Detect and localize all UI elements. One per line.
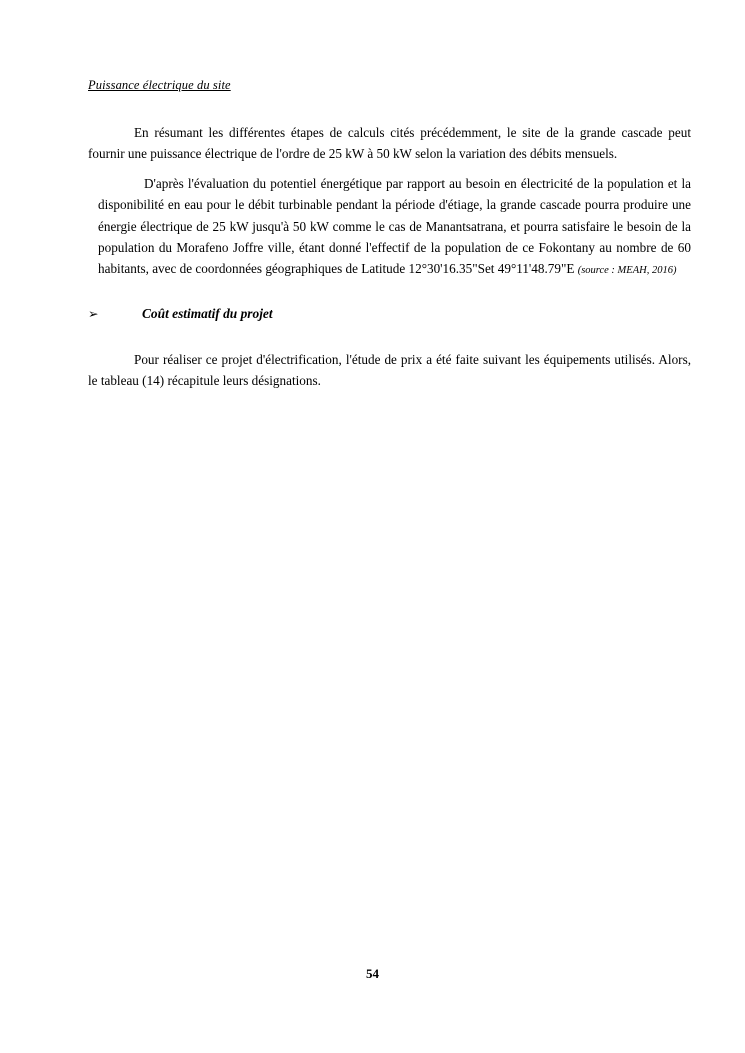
bullet-item-cost [88,306,693,322]
paragraph-energy-evaluation-text: D'après l'évaluation du potentiel énergétique par rapport au besoin en électricité de la population et la disponibilité en eau pour le débit turbinable pendant la période d'étiage, la grande cascade pourra produire une énergie électrique de 25 kW jusqu'à 50 kW comme le cas de Manantsatrana, et pourra satisfaire le besoin de la population du Morafeno Joffre ville, étant donné l'effectif de la population de ce Fokontany au nombre de 60 habitants, avec de coordonnées géographiques de Latitude 12°30'16.35"Set 49°11'48.79"E [98,175,691,277]
paragraph-cost-intro: Pour réaliser ce projet d'électrification, l'étude de prix a été faite suivant les équipements utilisés. Alors, le tableau (14) récapitule leurs désignations. [88,351,691,389]
paragraph-energy-evaluation [88,173,693,280]
page-number: 54 [366,966,379,981]
section-heading: Puissance électrique du site [88,78,231,92]
arrow-bullet-icon: ➢ [88,305,99,321]
source-citation: (source : MEAH, 2016) [577,265,677,277]
paragraph-power-summary: En résumant les différentes étapes de calculs cités précédemment, le site de la grande cascade peut fournir une puissance électrique de l'ordre de 25 kW à 50 kW selon la variation des débits mensuels. [88,125,691,162]
bullet-heading-cost: Coût estimatif du projet [142,305,273,321]
